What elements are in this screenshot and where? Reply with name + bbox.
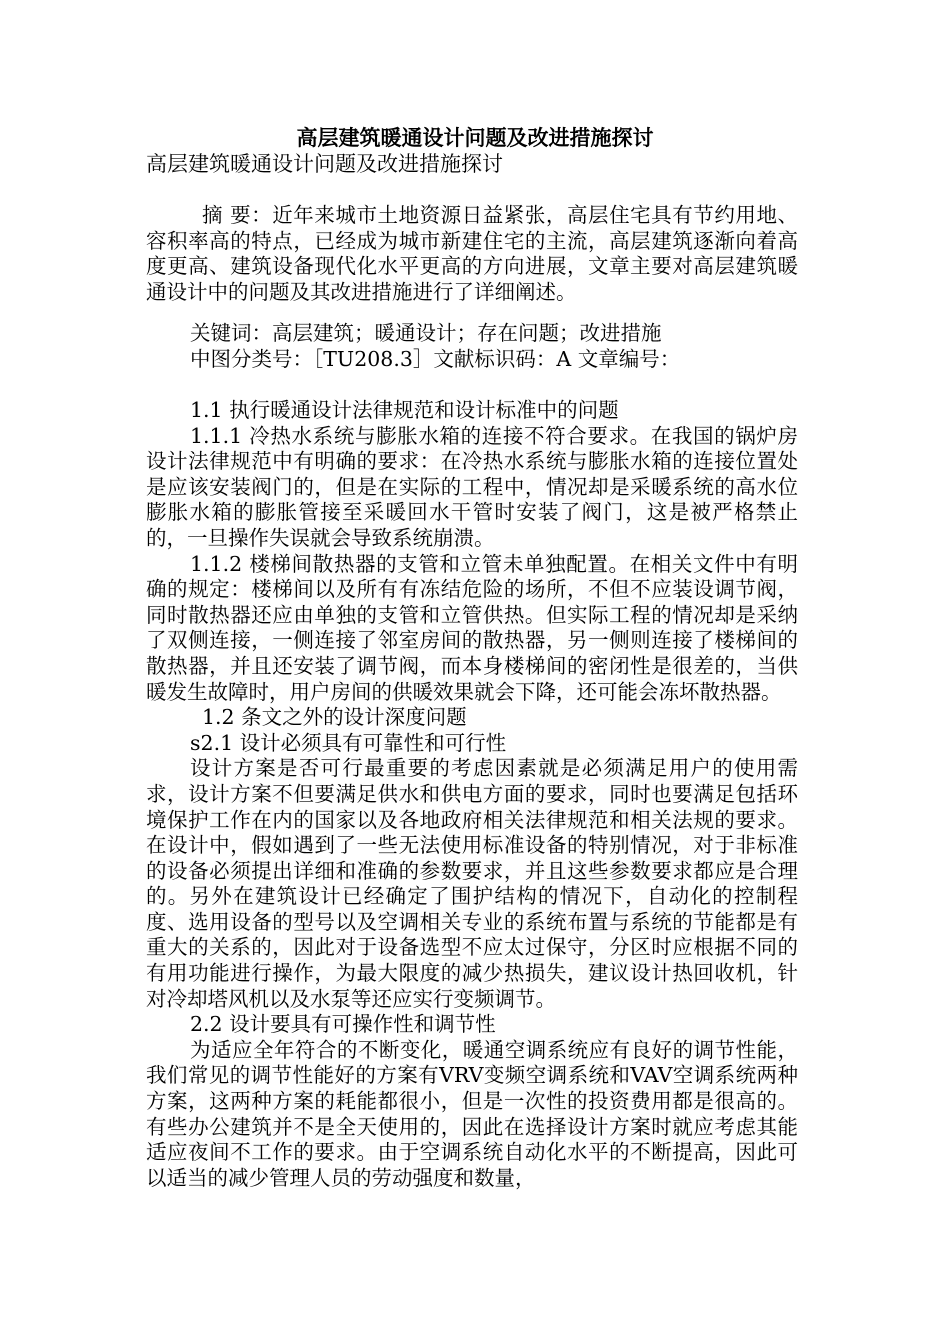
keywords-block [146,321,798,372]
body-paragraph: 1.1.1 冷热水系统与膨胀水箱的连接不符合要求。在我国的锅炉房设计法律规范中有明确的要求：在冷热水系统与膨胀水箱的连接位置处是应该安装阀门的，但是在实际的工程中，情况却是采暖系统的高水位膨胀水箱的膨胀管接至采暖回水干管时安装了阀门，这是被严格禁止的，一旦操作失误就会导致系统崩溃。 [146,423,798,550]
section-heading: s2.1 设计必须具有可靠性和可行性 [190,730,507,755]
section-heading: 1.1 执行暖通设计法律规范和设计标准中的问题 [190,398,619,422]
main-content [146,398,798,1191]
keywords-line: 关键词：高层建筑；暖通设计；存在问题；改进措施 [190,321,662,345]
classification-line: 中图分类号：［TU208.3］文献标识码：A 文章编号： [190,346,681,371]
document-title: 高层建筑暖通设计问题及改进措施探讨 [296,125,654,150]
section-heading: 2.2 设计要具有可操作性和调节性 [190,1012,496,1037]
document-subtitle: 高层建筑暖通设计问题及改进措施探讨 [146,152,503,176]
abstract-paragraph: 摘 要：近年来城市土地资源日益紧张，高层住宅具有节约用地、容积率高的特点，已经成为城市新建住宅的主流，高层建筑逐渐向着高度更高、建筑设备现代化水平更高的方向进展，文章主要对高层建筑暖通设计中的问题及其改进措施进行了详细阐述。 [146,203,798,304]
abstract-block [146,203,798,305]
body-paragraph: 设计方案是否可行最重要的考虑因素就是必须满足用户的使用需求，设计方案不但要满足供水和供电方面的要求，同时也要满足包括环境保护工作在内的国家以及各地政府相关法律规范和相关法规的要求。在设计中，假如遇到了一些无法使用标准设备的特别情况，对于非标准的设备必须提出详细和准确的参数要求，并且这些参数要求都应是合理的。另外在建筑设计已经确定了围护结构的情况下，自动化的控制程度、选用设备的型号以及空调相关专业的系统布置与系统的节能都是有重大的关系的，因此对于设备选型不应太过保守，分区时应根据不同的有用功能进行操作，为最大限度的减少热损失，建议设计热回收机，针对冷却塔风机以及水泵等还应实行变频调节。 [146,756,798,1011]
body-paragraph: 1.1.2 楼梯间散热器的支管和立管未单独配置。在相关文件中有明确的规定：楼梯间以及所有有冻结危险的场所，不但不应装设调节阀，同时散热器还应由单独的支管和立管供热。但实际工程的情况却是采纳了双侧连接，一侧连接了邻室房间的散热器，另一侧则连接了楼梯间的散热器，并且还安装了调节阀，而本身楼梯间的密闭性是很差的，当供暖发生故障时，用户房间的供暖效果就会下降，还可能会冻坏散热器。 [146,551,798,704]
section-heading: 1.2 条文之外的设计深度问题 [202,705,467,730]
body-paragraph: 为适应全年符合的不断变化，暖通空调系统应有良好的调节性能，我们常见的调节性能好的方案有VRV变频空调系统和VAV空调系统两种方案，这两种方案的耗能都很小，但是一次性的投资费用都是很高的。有些办公建筑并不是全天使用的，因此在选择设计方案时就应考虑其能适应夜间不工作的要求。由于空调系统自动化水平的不断提高，因此可以适当的减少管理人员的劳动强度和数量， [146,1037,798,1190]
